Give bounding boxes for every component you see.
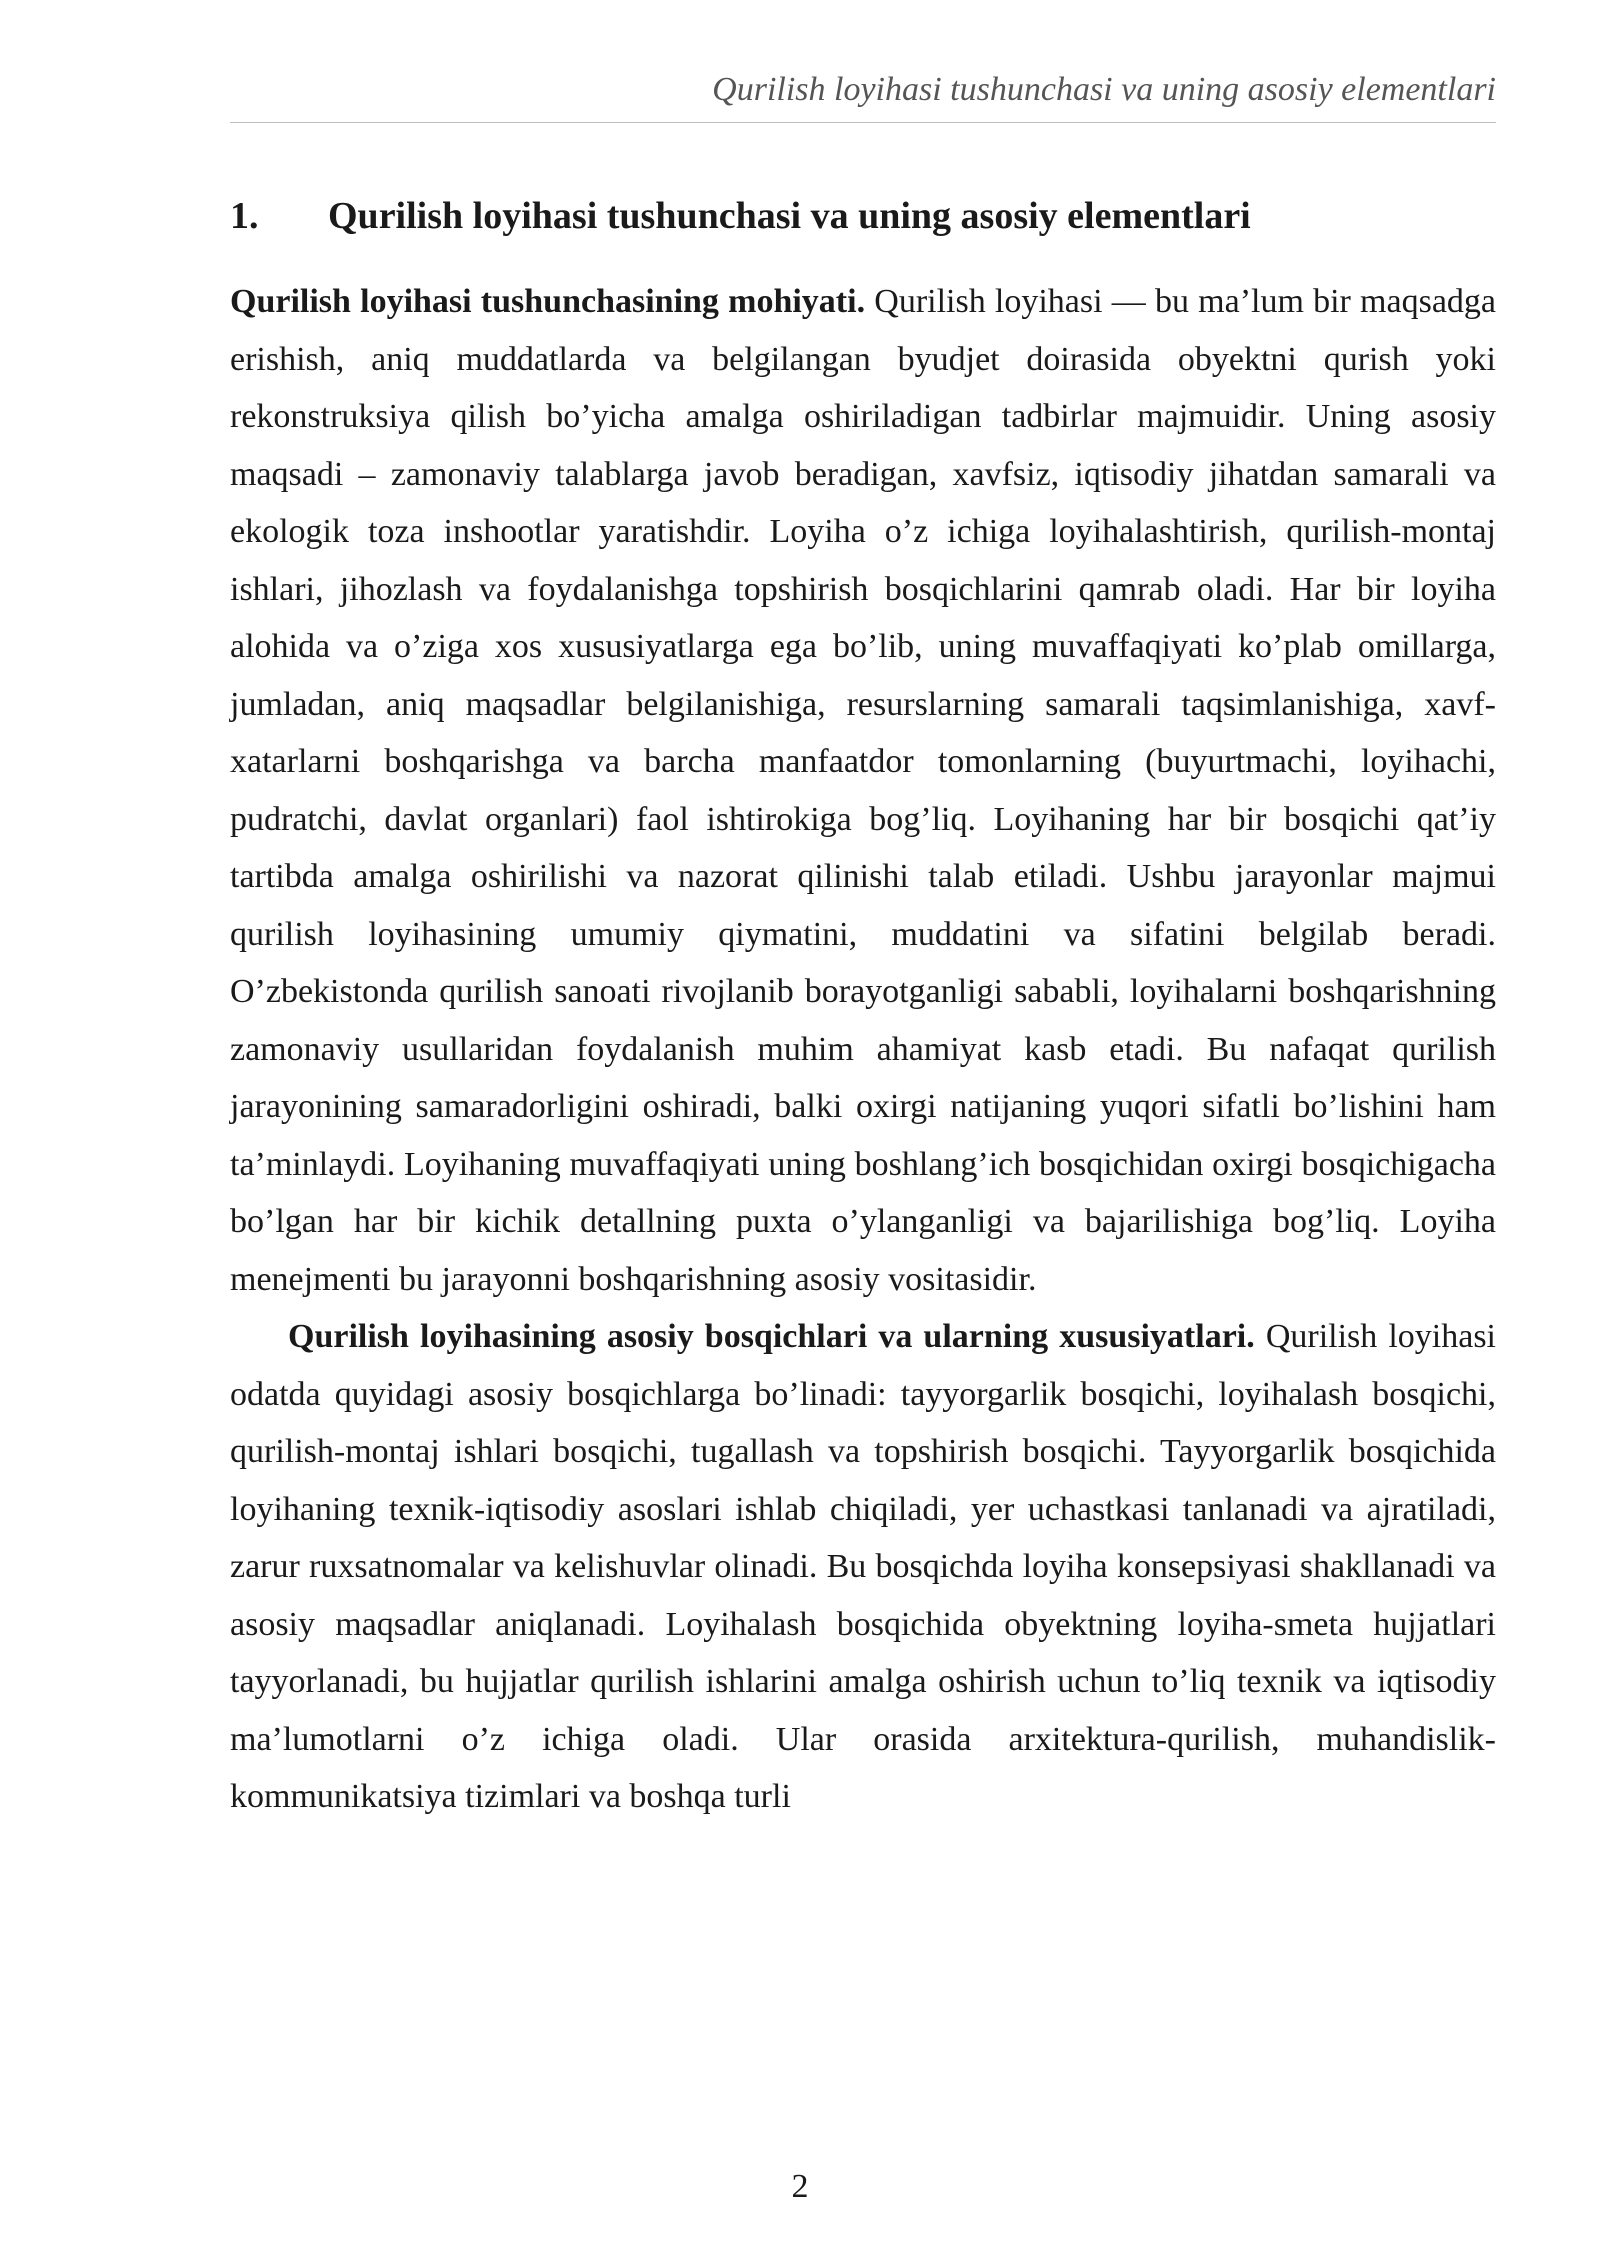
section-heading [230, 192, 1496, 241]
paragraph-lead: Qurilish loyihasining asosiy bosqichlari va ularning xususiyatlari. [288, 1318, 1255, 1356]
paragraph-body: Qurilish loyihasi odatda quyidagi asosiy bosqichlarga bo’linadi: tayyorgarlik bosqichi, loyihalash bosqichi, qurilish-montaj ishlari bosqichi, tugallash va topshirish bosqichi. Tayyorgarlik bosqichida loyihaning texnik-iqtisodiy asoslari ishlab chiqiladi, yer uchastkasi tanlanadi va ajratiladi, zarur ruxsatnomalar va kelishuvlar olinadi. Bu bosqichda loyiha konsepsiyasi shakllanadi va asosiy maqsadlar aniqlanadi. Loyihalash bosqichida obyektning loyiha-smeta hujjatlari tayyorlanadi, bu hujjatlar qurilish ishlarini amalga oshirish uchun to’liq texnik va iqtisodiy ma’lumotlarni o’z ichiga oladi. Ular orasida arxitektura-qurilish, muhandislik-kommunikatsiya tizimlari va boshqa turli [230, 1318, 1497, 1816]
section-title: Qurilish loyihasi tushunchasi va uning asosiy elementlari [328, 195, 1251, 237]
header-divider [230, 122, 1496, 123]
page-number: 2 [791, 2168, 809, 2205]
running-header: Qurilish loyihasi tushunchasi va uning asosiy elementlari [712, 71, 1496, 108]
paragraph-essence [230, 273, 1496, 1308]
page-content [230, 192, 1496, 1826]
paragraph-stages [230, 1308, 1496, 1826]
paragraph-lead: Qurilish loyihasi tushunchasining mohiyati. [230, 283, 866, 321]
section-number: 1. [230, 195, 259, 237]
paragraph-body: Qurilish loyihasi — bu ma’lum bir maqsadga erishish, aniq muddatlarda va belgilangan byudjet doirasida obyektni qurish yoki rekonstruksiya qilish bo’yicha amalga oshiriladigan tadbirlar majmuidir. Uning asosiy maqsadi – zamonaviy talablarga javob beradigan, xavfsiz, iqtisodiy jihatdan samarali va ekologik toza inshootlar yaratishdir. Loyiha o’z ichiga loyihalashtirish, qurilish-montaj ishlari, jihozlash va foydalanishga topshirish bosqichlarini qamrab oladi. Har bir loyiha alohida va o’ziga xos xususiyatlarga ega bo’lib, uning muvaffaqiyati ko’plab omillarga, jumladan, aniq maqsadlar belgilanishiga, resurslarning samarali taqsimlanishiga, xavf-xatarlarni boshqarishga va barcha manfaatdor tomonlarning (buyurtmachi, loyihachi, pudratchi, davlat organlari) faol ishtirokiga bog’liq. Loyihaning har bir bosqichi qat’iy tartibda amalga oshirilishi va nazorat qilinishi talab etiladi. Ushbu jarayonlar majmui qurilish loyihasining umumiy qiymatini, muddatini va sifatini belgilab beradi. O’zbekistonda qurilish sanoati rivojlanib borayotganligi sababli, loyihalarni boshqarishning zamonaviy usullaridan foydalanish muhim ahamiyat kasb etadi. Bu nafaqat qurilish jarayonining samaradorligini oshiradi, balki oxirgi natijaning yuqori sifatli bo’lishini ham ta’minlaydi. Loyihaning muvaffaqiyati uning boshlang’ich bosqichidan oxirgi bosqichigacha bo’lgan har bir kichik detallning puxta o’ylanganligi va bajarilishiga bog’liq. Loyiha menejmenti bu jarayonni boshqarishning asosiy vositasidir. [230, 283, 1497, 1298]
